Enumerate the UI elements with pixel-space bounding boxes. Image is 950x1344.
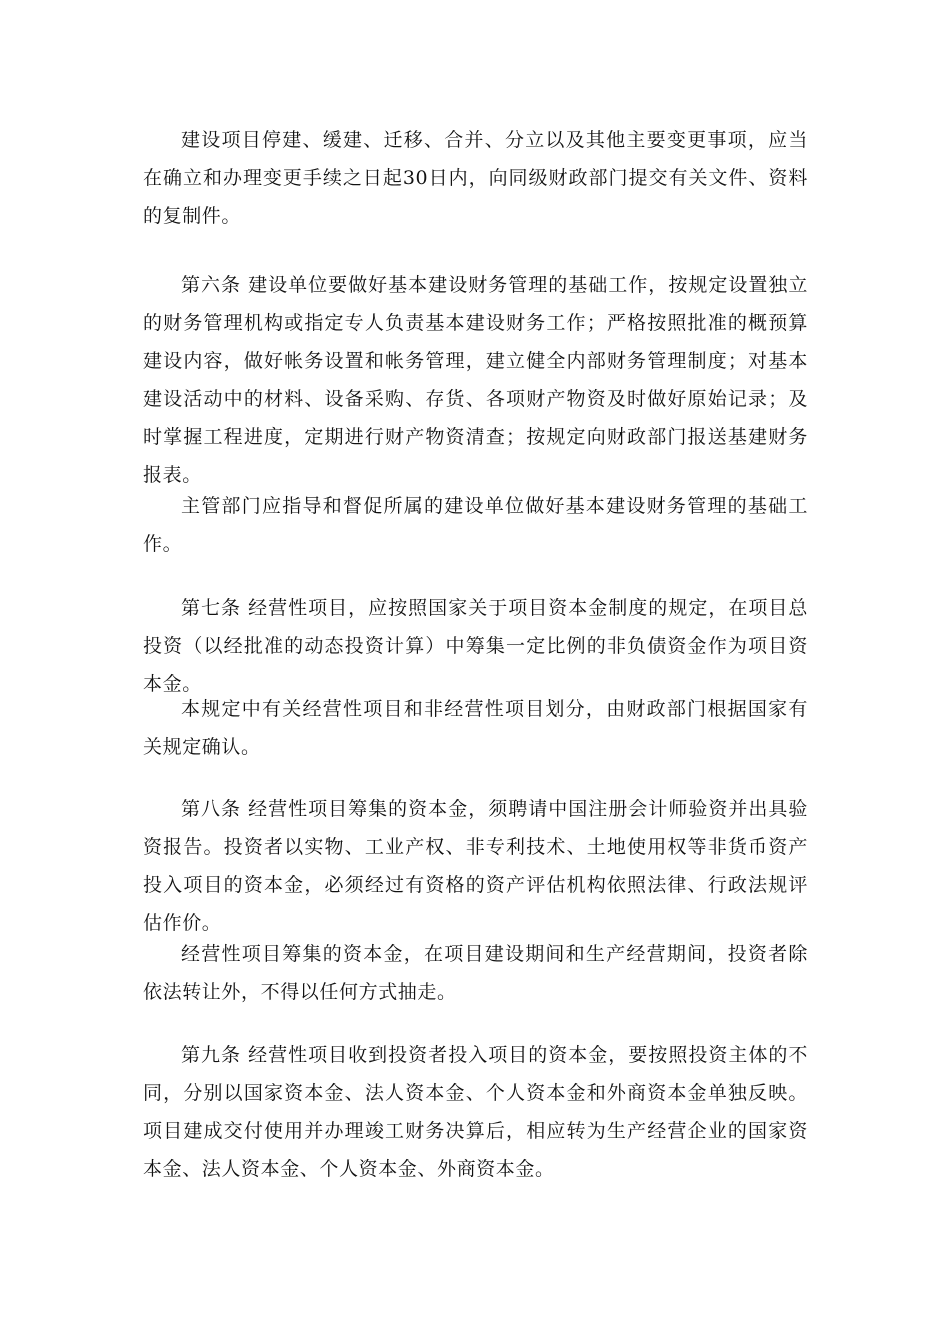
paragraph-project-classification: 本规定中有关经营性项目和非经营性项目划分，由财政部门根据国家有关规定确认。 [143,698,808,758]
paragraph-article-6: 第六条 建设单位要做好基本建设财务管理的基础工作，按规定设置独立的财务管理机构或指定专人负责基本建设财务工作；严格按照批准的概预算建设内容，做好帐务设置和帐务管理，建立健全内部财务管理制度；对基本建设活动中的材料、设备采购、存货、各项财产物资及时做好原始记录；及时掌握工程进度，定期进行财产物资清查；按规定向财政部门报送基建财务报表。 [143,274,808,486]
paragraph-supervising-department: 主管部门应指导和督促所属的建设单位做好基本建设财务管理的基础工作。 [143,495,808,555]
paragraph-capital-withdrawal: 经营性项目筹集的资本金，在项目建设期间和生产经营期间，投资者除依法转让外，不得以任何方式抽走。 [143,943,808,1003]
paragraph-article-9: 第九条 经营性项目收到投资者投入项目的资本金，要按照投资主体的不同，分别以国家资本金、法人资本金、个人资本金和外商资本金单独反映。项目建成交付使用并办理竣工财务决算后，相应转为生产经营企业的国家资本金、法人资本金、个人资本金、外商资本金。 [143,1044,808,1180]
paragraph-article-7: 第七条 经营性项目，应按照国家关于项目资本金制度的规定，在项目总投资（以经批准的动态投资计算）中筹集一定比例的非负债资金作为项目资本金。 [143,597,808,695]
paragraph-project-changes: 建设项目停建、缓建、迁移、合并、分立以及其他主要变更事项，应当在确立和办理变更手续之日起30日内，向同级财政部门提交有关文件、资料的复制件。 [143,129,808,227]
paragraph-article-8: 第八条 经营性项目筹集的资本金，须聘请中国注册会计师验资并出具验资报告。投资者以实物、工业产权、非专利技术、土地使用权等非货币资产投入项目的资本金，必须经过有资格的资产评估机构依照法律、行政法规评估作价。 [143,798,808,934]
